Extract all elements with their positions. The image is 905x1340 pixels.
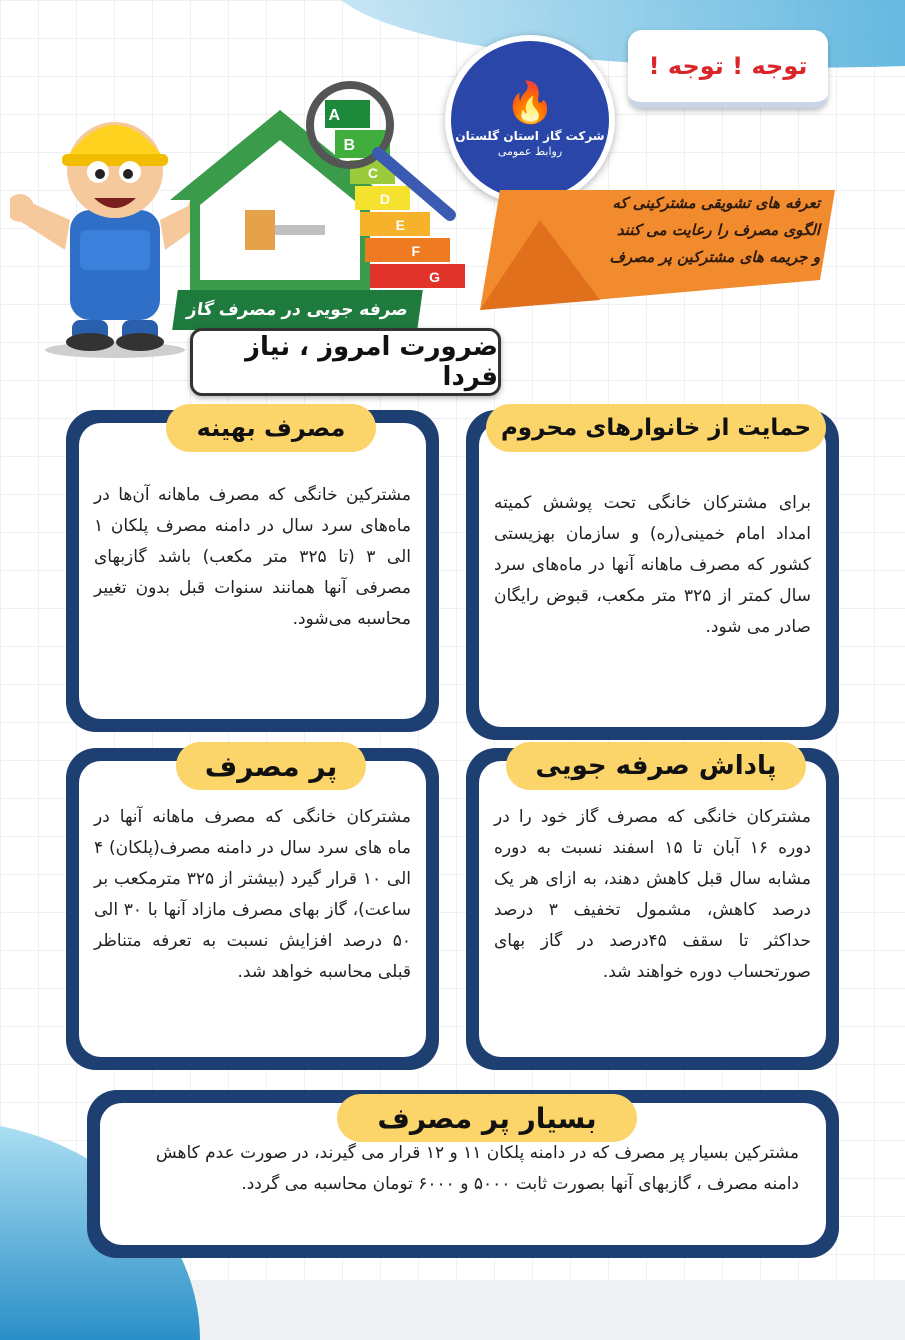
- energy-label-f: F: [411, 243, 420, 259]
- card-title: مصرف بهینه: [166, 404, 376, 452]
- card-text: مشترکین بسیار پر مصرف که در دامنه پلکان ۱۱ و ۱۲ قرار می گیرند، در صورت عدم کاهش دامنه مصرف ، گازبهای آنها بصورت ثابت ۵۰۰۰ و ۶۰۰۰ تومان محاسبه می گردد.: [155, 1143, 799, 1194]
- energy-label-c: C: [367, 165, 378, 181]
- headline-text: [500, 190, 820, 271]
- card-high-consumption: [66, 748, 439, 1070]
- energy-label-a: A: [328, 107, 340, 124]
- campaign-slogan: ضرورت امروز ، نیاز فردا: [190, 328, 501, 396]
- card-savings-reward: [466, 748, 839, 1070]
- logo-department: روابط عمومی: [497, 144, 563, 158]
- card-text: مشترکان خانگی که مصرف گاز خود را در دوره ۱۶ آبان تا ۱۵ اسفند نسبت به دوره مشابه سال قبل کاهش دهند، به ازای هر یک درصد کاهش، مشمول تخفیف ۳ درصد حداکثر تا سقف ۴۵درصد در گاز بهای صورتحساب دوره خواهند شد.: [494, 807, 812, 982]
- energy-label-d: D: [379, 191, 390, 207]
- energy-label-b: B: [343, 137, 355, 154]
- logo-org-name: شرکت گاز استان گلستان: [455, 128, 605, 143]
- card-text: مشترکین خانگی که مصرف ماهانه آن‌ها در ماه‌های سرد سال در دامنه مصرف پلکان ۱ الی ۳ (تا ۳۲۵ متر مکعب) باشد گازبهای مصرفی آنها همانند سنوات قبل بدون تغییر محاسبه می‌شود.: [94, 485, 411, 629]
- headline-line-1: تعرفه های تشویقی مشترکینی که: [612, 194, 820, 212]
- energy-efficiency-house-illustration: [150, 80, 480, 320]
- energy-label-g: G: [429, 269, 440, 285]
- card-title: پاداش صرفه جویی: [506, 742, 806, 790]
- card-very-high-consumption: [87, 1090, 839, 1258]
- energy-label-e: E: [395, 217, 405, 233]
- card-title: بسیار پر مصرف: [337, 1094, 637, 1142]
- card-title: پر مصرف: [176, 742, 366, 790]
- flame-icon: 🔥: [505, 79, 555, 126]
- attention-badge: توجه ! توجه !: [628, 30, 828, 108]
- headline-line-2: الگوی مصرف را رعایت می کنند: [616, 221, 820, 239]
- card-optimal-consumption: [66, 410, 439, 732]
- headline-ribbon: [480, 180, 835, 320]
- card-text: برای مشترکان خانگی تحت پوشش کمیته امداد امام خمینی(ره) و سازمان بهزیستی کشور که مصرف ماهانه آنها در ماه‌های سرد سال کمتر از ۳۲۵ متر مکعب، قبوض رایگان صادر می شود.: [494, 493, 811, 637]
- card-text: مشترکان خانگی که مصرف ماهانه آنها در ماه های سرد سال در دامنه مصرف(پلکان) ۴ الی ۱۰ قرار گیرد (بیشتر از ۳۲۵ مترمکعب بر ساعت)، گاز بهای مصرف مازاد آنها با ۳۰ الی ۵۰ درصد افزایش نسبت به تعرفه متناظر قبلی محاسبه خواهد شد.: [94, 807, 411, 982]
- card-deprived-households-support: [466, 410, 839, 740]
- card-title: حمایت از خانوارهای محروم: [486, 404, 826, 452]
- headline-line-3: و جریمه های مشترکین پر مصرف: [609, 248, 820, 266]
- campaign-subtitle: صرفه جویی در مصرف گاز: [172, 290, 423, 330]
